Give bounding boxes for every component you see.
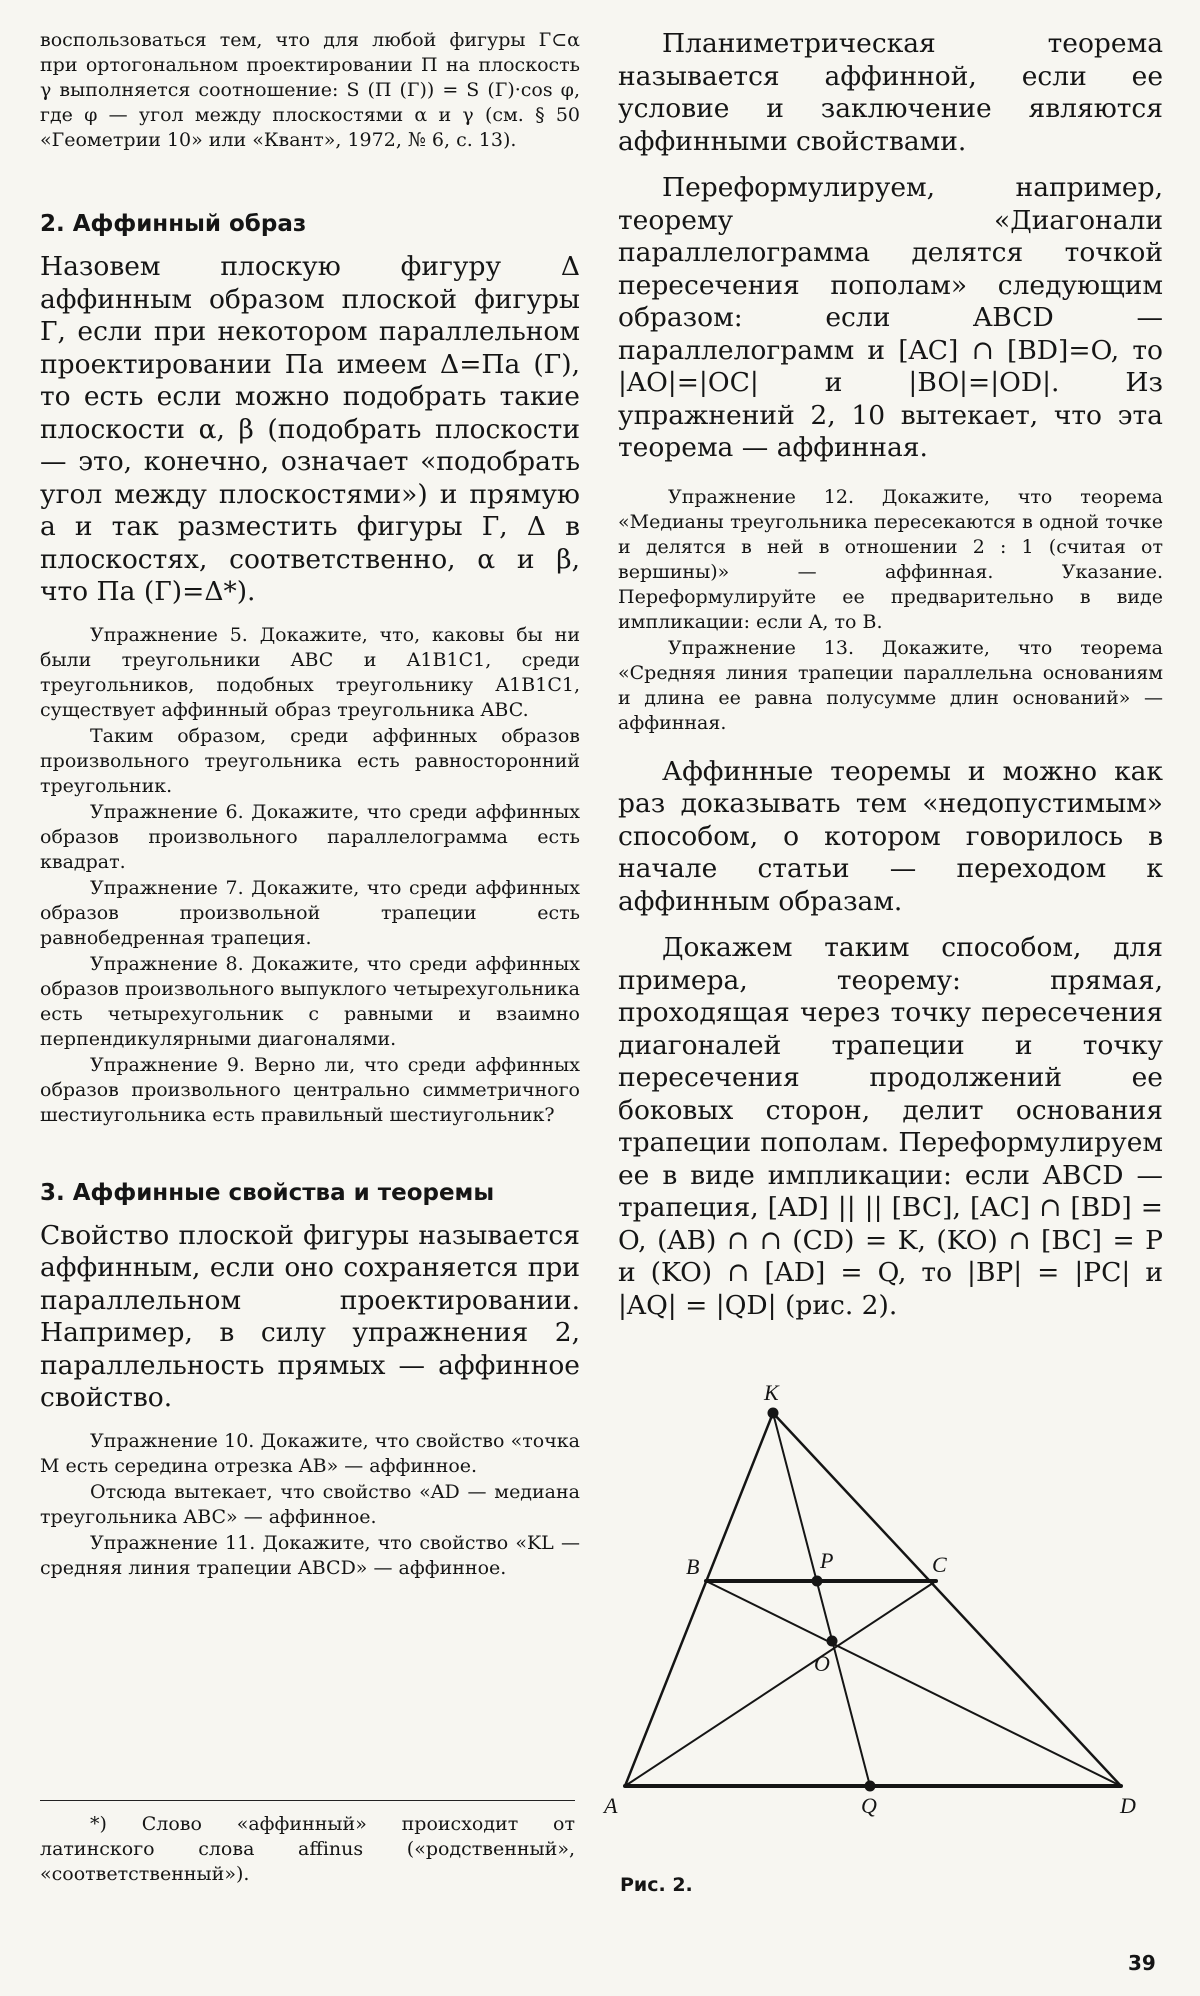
exercise-12: Упражнение 12. Докажите, что теорема «Медианы треугольника пересекаются в одной точке и делятся в ней в отношении 2 : 1 (считая от вершины)» — аффинная. Указание. Переформулируйте ее предварительно в виде импликации: если A, то B. — [618, 485, 1163, 633]
diagonal-ac — [625, 1581, 936, 1786]
right-column — [618, 28, 1163, 1322]
exercise-5: Упражнение 5. Докажите, что, каковы бы ни были треугольники ABC и A1B1C1, среди треугольников, подобных треугольнику A1B1C1, существует аффинный образ треугольника ABC. — [40, 623, 580, 721]
section-2-text: Назовем плоскую фигуру Δ аффинным образом плоской фигуры Г, если при некотором параллельном проектировании Пa имеем Δ=Пa (Г), то есть если можно подобрать такие плоскости α, β (подобрать плоскости — это, конечно, означает «подобрать угол между плоскостями») и прямую a и так разместить фигуры Г, Δ в плоскостях, соответственно, α и β, что Пa (Г)=Δ*). — [40, 251, 580, 607]
footnote-block — [40, 1812, 575, 1887]
label-k: K — [764, 1380, 779, 1405]
exercise-5-note: Таким образом, среди аффинных образов произвольного треугольника есть равносторонний треугольник. — [40, 724, 580, 797]
label-o: O — [814, 1651, 830, 1676]
side-dc-extended — [773, 1413, 1121, 1786]
diagonal-bd — [706, 1581, 1121, 1786]
trapezoid-theorem: Докажем таким способом, для примера, теорему: прямая, проходящая через точку пересечения диагоналей трапеции и точку пересечения продолжений ее боковых сторон, делит основания трапеции пополам. Переформулируем ее в виде импликации: если ABCD — трапеция, [AD] || || [BC], [AC] ∩ [BD] = O, (AB) ∩ ∩ (CD) = K, (KO) ∩ [BC] = P и (KO) ∩ [AD] = Q, то |BP| = |PC| и |AQ| = |QD| (рис. 2). — [618, 932, 1163, 1321]
exercise-6: Упражнение 6. Докажите, что среди аффинных образов произвольного параллелограмма есть квадрат. — [40, 800, 580, 873]
parallelogram-reformulation: Переформулируем, например, теорему «Диагонали параллелограмма делятся точкой пересечения пополам» следующим образом: если ABCD — параллелограмм и [AC] ∩ [BD]=O, то |AO|=|OC| и |BO|=|OD|. Из упражнений 2, 10 вытекает, что эта теорема — аффинная. — [618, 172, 1163, 463]
exercise-11: Упражнение 11. Докажите, что свойство «KL — средняя линия трапеции ABCD» — аффинное. — [40, 1531, 580, 1579]
label-c: C — [932, 1552, 947, 1577]
side-ab-extended — [625, 1413, 773, 1786]
exercise-10: Упражнение 10. Докажите, что свойство «точка M есть середина отрезка AB» — аффинное. — [40, 1429, 580, 1477]
figure-caption: Рис. 2. — [620, 1874, 693, 1896]
label-p: P — [820, 1548, 834, 1573]
point-p — [812, 1576, 823, 1587]
footnote: *) Слово «аффинный» происходит от латинского слова affinus («родственный», «соответственный»). — [40, 1813, 575, 1885]
section-3-text: Свойство плоской фигуры называется аффинным, если оно сохраняется при параллельном проектировании. Например, в силу упражнения 2, параллельность прямых — аффинное свойство. — [40, 1219, 580, 1413]
affine-proof-method: Аффинные теоремы и можно как раз доказывать тем «недопустимым» способом, о котором говорилось в начале статьи — переходом к аффинным образам. — [618, 755, 1163, 917]
point-q — [865, 1781, 876, 1792]
section-2-heading: 2. Аффинный образ — [40, 211, 307, 237]
exercise-7: Упражнение 7. Докажите, что среди аффинных образов произвольной трапеции есть равнобедренная трапеция. — [40, 876, 580, 949]
label-a: A — [604, 1793, 618, 1818]
footnote-divider — [40, 1800, 575, 1801]
label-b: B — [686, 1554, 700, 1579]
exercise-8: Упражнение 8. Докажите, что среди аффинных образов произвольного выпуклого четырехугольника есть четырехугольник с равными и взаимно перпендикулярными диагоналями. — [40, 952, 580, 1050]
left-column — [40, 28, 580, 1582]
section-3-heading: 3. Аффинные свойства и теоремы — [40, 1179, 495, 1206]
label-d: D — [1120, 1793, 1136, 1818]
page-number: 39 — [1128, 1951, 1156, 1975]
line-kq — [773, 1413, 870, 1786]
exercise-10-note: Отсюда вытекает, что свойство «AD — медиана треугольника ABC» — аффинное. — [40, 1480, 580, 1528]
point-o — [827, 1636, 838, 1647]
exercise-9: Упражнение 9. Верно ли, что среди аффинных образов произвольного центрально симметричного шестиугольника есть правильный шестиугольник? — [40, 1053, 580, 1126]
exercise-13: Упражнение 13. Докажите, что теорема «Средняя линия трапеции параллельна основаниям и длина ее равна полусумме длин оснований» — аффинная. — [618, 636, 1163, 734]
affine-theorem-definition: Планиметрическая теорема называется аффинной, если ее условие и заключение являются аффинными свойствами. — [618, 28, 1163, 157]
intro-paragraph: воспользоваться тем, что для любой фигуры Г⊂α при ортогональном проектировании П на плоскость γ выполняется соотношение: S (П (Г)) = S (Г)·cos φ, где φ — угол между плоскостями α и γ (см. § 50 «Геометрии 10» или «Квант», 1972, № 6, с. 13). — [40, 29, 580, 151]
label-q: Q — [861, 1793, 877, 1818]
trapezoid-figure — [600, 1370, 1160, 1890]
point-k — [768, 1408, 779, 1419]
